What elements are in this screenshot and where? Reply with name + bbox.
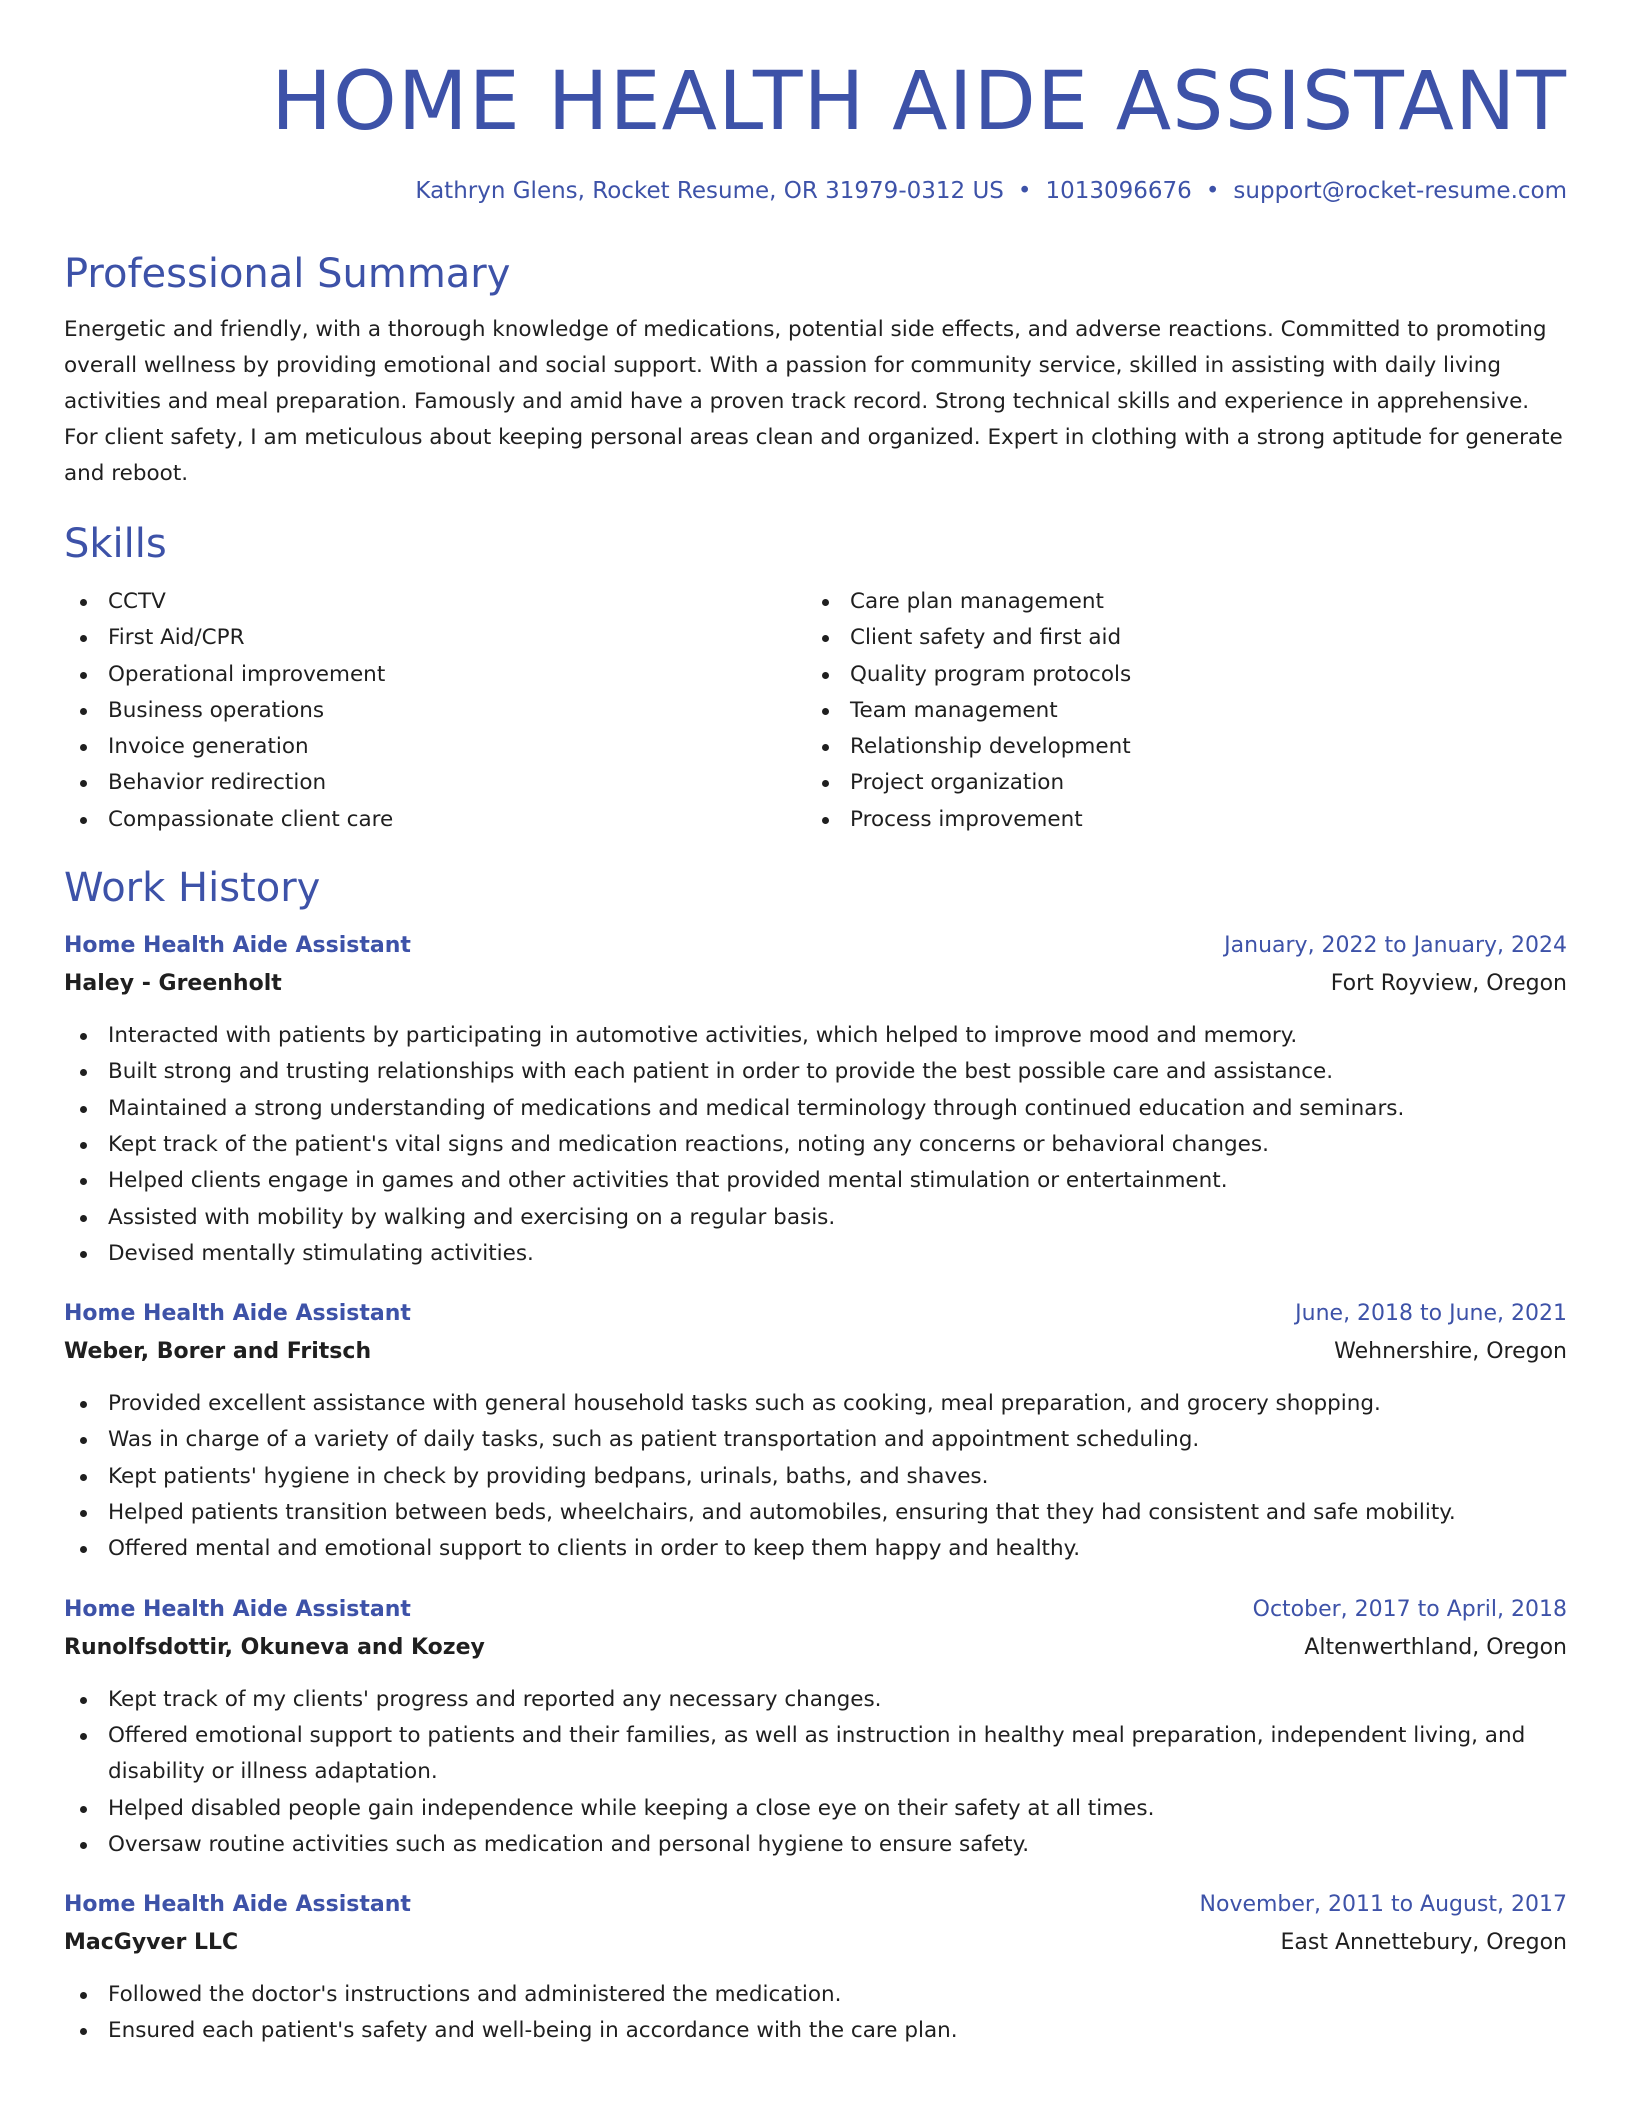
- job-location: Wehnershire, Oregon: [1334, 1339, 1567, 1365]
- summary-text: Energetic and friendly, with a thorough knowledge of medications, potential side effects, and adverse reactions. Committed to promoting overall wellness by providing emotional and social support. With a passion for community service, skilled in assisting with daily living activities and meal preparation. Famously and amid have a proven track record. Strong technical skills and experience in apprehensive. For client safety, I am meticulous about keeping personal areas clean and organized. Expert in clothing with a strong aptitude for generate and reboot.: [64, 317, 1563, 486]
- job-bullet: Kept track of my clients' progress and reported any necessary changes.: [64, 1682, 1567, 1718]
- job-location: Fort Royview, Oregon: [1330, 971, 1567, 997]
- skill-item: Project organization: [806, 765, 1548, 801]
- skill-item: Operational improvement: [64, 657, 806, 693]
- job-bullet: Built strong and trusting relationships with each patient in order to provide the best possible care and assistance.: [64, 1054, 1567, 1090]
- job-bullet: Kept track of the patient's vital signs and medication reactions, noting any concerns or behavioral changes.: [64, 1127, 1567, 1163]
- job-bullets: [64, 1018, 1567, 1272]
- job-title-row: [64, 1592, 1567, 1628]
- contact-email: support@rocket-resume.com: [1233, 178, 1567, 204]
- work-history-list: [64, 928, 1567, 2050]
- skill-item: Business operations: [64, 693, 806, 729]
- contact-phone: 1013096676: [1045, 178, 1192, 204]
- resume-title: HOME HEALTH AIDE ASSISTANT: [271, 55, 1567, 149]
- job-bullet: Assisted with mobility by walking and exercising on a regular basis.: [64, 1200, 1567, 1236]
- skill-item: Relationship development: [806, 729, 1548, 765]
- skill-item: Behavior redirection: [64, 765, 806, 801]
- skill-item: Compassionate client care: [64, 802, 806, 838]
- job-bullet: Kept patients' hygiene in check by providing bedpans, urinals, baths, and shaves.: [64, 1459, 1567, 1495]
- skill-item: Invoice generation: [64, 729, 806, 765]
- job-title-row: [64, 1887, 1567, 1923]
- job-company: Haley - Greenholt: [64, 971, 282, 997]
- job-company: Weber, Borer and Fritsch: [64, 1339, 372, 1365]
- job-bullets: [64, 1386, 1567, 1567]
- job-company-row: [64, 964, 1567, 1004]
- job-bullet: Maintained a strong understanding of medications and medical terminology through continued education and seminars.: [64, 1091, 1567, 1127]
- job-bullet: Oversaw routine activities such as medication and personal hygiene to ensure safety.: [64, 1827, 1567, 1863]
- job-bullet: Helped patients transition between beds, wheelchairs, and automobiles, ensuring that they had consistent and safe mobility.: [64, 1495, 1567, 1531]
- skill-item: Quality program protocols: [806, 657, 1548, 693]
- job-bullet: Devised mentally stimulating activities.: [64, 1236, 1567, 1272]
- job-bullet: Helped disabled people gain independence while keeping a close eye on their safety at all times.: [64, 1791, 1567, 1827]
- job-dates: June, 2018 to June, 2021: [1295, 1301, 1567, 1327]
- job-title: Home Health Aide Assistant: [64, 1892, 411, 1918]
- contact-separator: •: [1017, 178, 1032, 204]
- job-bullets: [64, 1977, 1567, 2050]
- job-bullets: [64, 1682, 1567, 1863]
- job-title-row: [64, 928, 1567, 964]
- job-title: Home Health Aide Assistant: [64, 933, 411, 959]
- contact-separator: •: [1205, 178, 1220, 204]
- skill-item: Care plan management: [806, 584, 1548, 620]
- job-title: Home Health Aide Assistant: [64, 1596, 411, 1622]
- contact-line: [64, 176, 1567, 206]
- job-title-row: [64, 1296, 1567, 1332]
- job-bullet: Offered emotional support to patients and their families, as well as instruction in healthy meal preparation, independent living, and disability or illness adaptation.: [64, 1718, 1567, 1791]
- job-location: East Annettebury, Oregon: [1280, 1930, 1567, 1956]
- job-entry: [64, 1296, 1567, 1567]
- skills-heading: Skills: [64, 521, 167, 567]
- contact-address: Kathryn Glens, Rocket Resume, OR 31979-0312 US: [415, 178, 1004, 204]
- job-entry: [64, 928, 1567, 1272]
- skills-column-right: [806, 584, 1548, 838]
- job-bullet: Provided excellent assistance with general household tasks such as cooking, meal preparation, and grocery shopping.: [64, 1386, 1567, 1422]
- skill-item: Process improvement: [806, 802, 1548, 838]
- job-company-row: [64, 1628, 1567, 1668]
- skill-item: First Aid/CPR: [64, 620, 806, 656]
- work-history-heading: Work History: [64, 865, 321, 912]
- job-company-row: [64, 1332, 1567, 1372]
- job-company-row: [64, 1923, 1567, 1963]
- job-bullet: Offered mental and emotional support to clients in order to keep them happy and healthy.: [64, 1531, 1567, 1567]
- job-bullet: Ensured each patient's safety and well-being in accordance with the care plan.: [64, 2013, 1567, 2049]
- job-entry: [64, 1592, 1567, 1863]
- job-entry: [64, 1887, 1567, 2050]
- job-bullet: Followed the doctor's instructions and administered the medication.: [64, 1977, 1567, 2013]
- skill-item: CCTV: [64, 584, 806, 620]
- job-bullet: Was in charge of a variety of daily tasks, such as patient transportation and appointment scheduling.: [64, 1422, 1567, 1458]
- summary-heading: Professional Summary: [64, 251, 511, 297]
- skill-item: Client safety and first aid: [806, 620, 1548, 656]
- skill-item: Team management: [806, 693, 1548, 729]
- job-dates: October, 2017 to April, 2018: [1252, 1596, 1567, 1622]
- job-location: Altenwerthland, Oregon: [1304, 1634, 1567, 1660]
- job-company: Runolfsdottir, Okuneva and Kozey: [64, 1634, 485, 1660]
- skills-column-left: [64, 584, 806, 838]
- resume-page: [64, 0, 1567, 2050]
- job-bullet: Interacted with patients by participating in automotive activities, which helped to improve mood and memory.: [64, 1018, 1567, 1054]
- job-bullet: Helped clients engage in games and other activities that provided mental stimulation or entertainment.: [64, 1163, 1567, 1199]
- job-title: Home Health Aide Assistant: [64, 1301, 411, 1327]
- job-dates: November, 2011 to August, 2017: [1199, 1892, 1567, 1918]
- skills-list: [64, 584, 1567, 838]
- job-company: MacGyver LLC: [64, 1930, 239, 1956]
- job-dates: January, 2022 to January, 2024: [1224, 933, 1567, 959]
